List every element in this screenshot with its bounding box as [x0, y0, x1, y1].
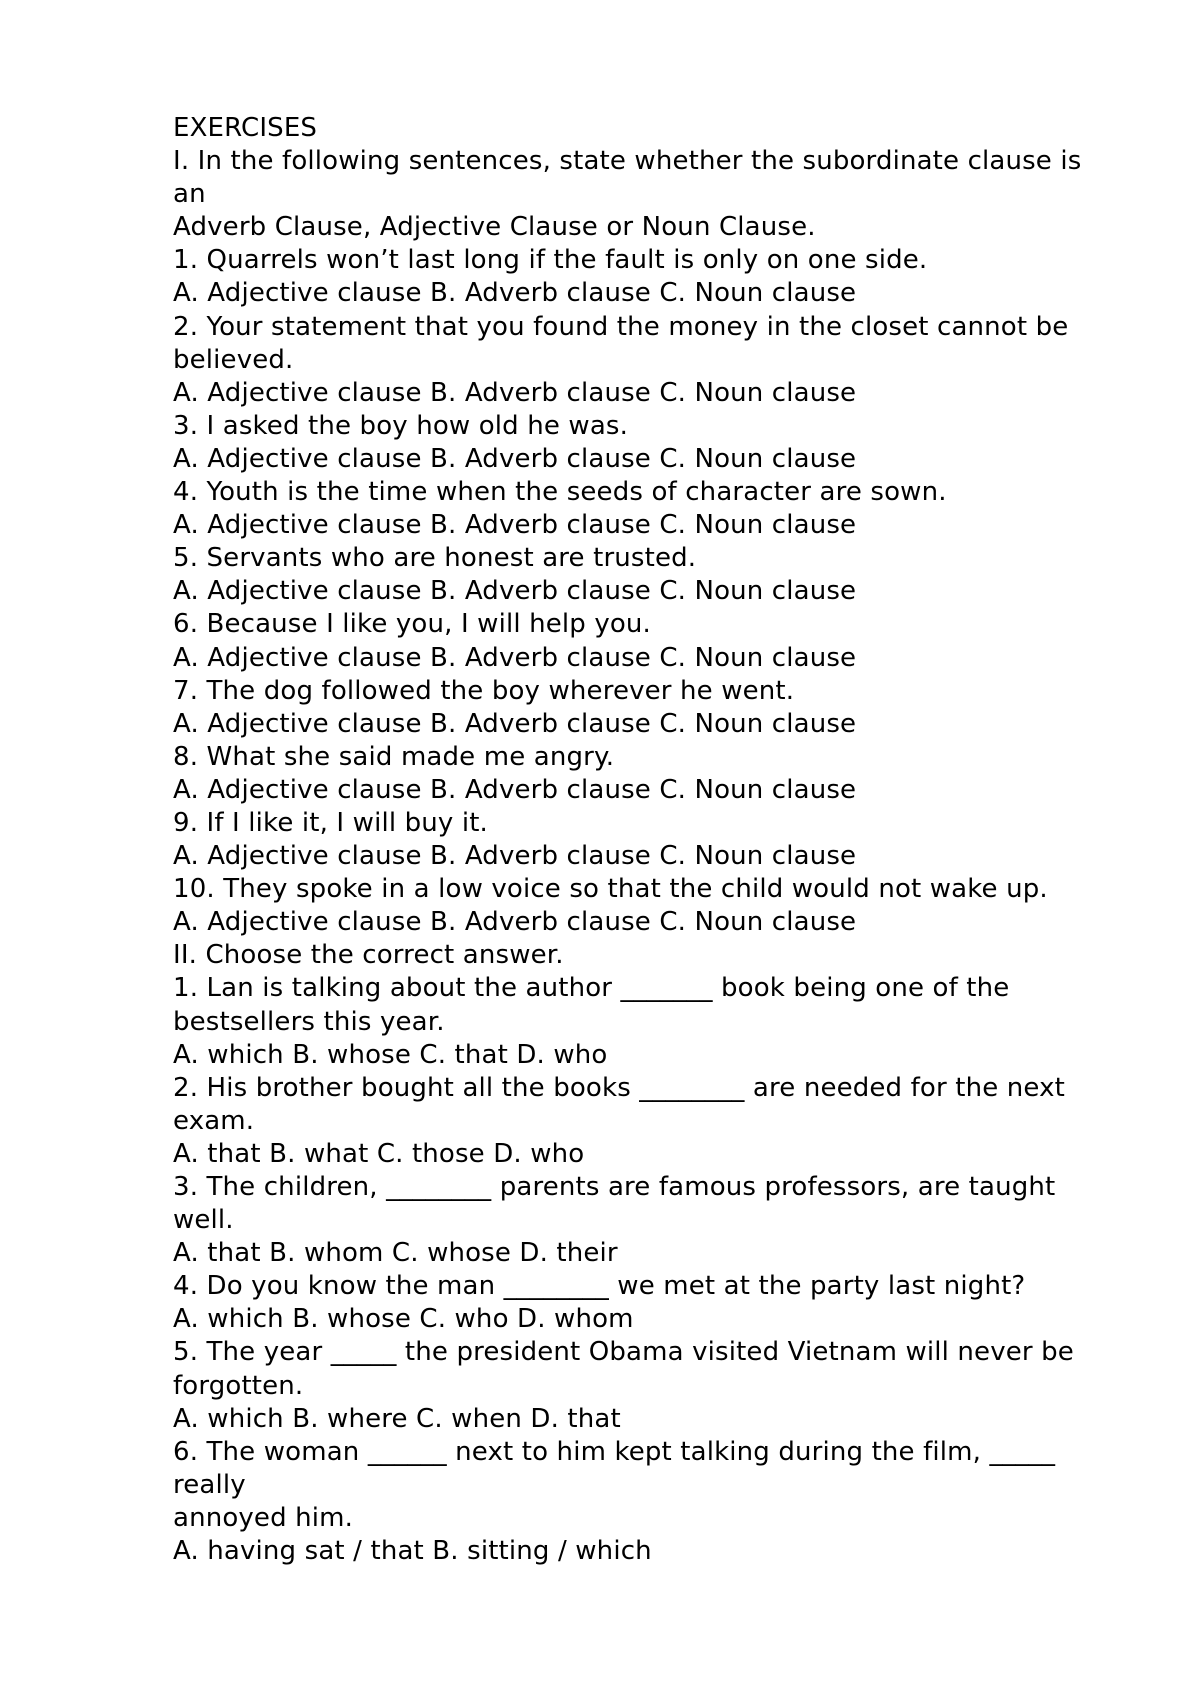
answer-options: A. Adjective clause B. Adverb clause C. Noun clause [173, 907, 857, 938]
question-text: forgotten. [173, 1370, 304, 1401]
section-1-instruction: I. In the following sentences, state whether the subordinate clause is [173, 146, 1082, 177]
question-text: 5. The year _____ the president Obama visited Vietnam will never be [173, 1337, 1074, 1368]
question-text: annoyed him. [173, 1502, 354, 1533]
section-2-instruction: II. Choose the correct answer. [173, 940, 564, 971]
answer-options: A. that B. whom C. whose D. their [173, 1238, 618, 1269]
question-text: 4. Do you know the man ________ we met at the party last night? [173, 1271, 1026, 1302]
question-text: 1. Quarrels won’t last long if the fault is only on one side. [173, 245, 928, 276]
answer-options: A. Adjective clause B. Adverb clause C. Noun clause [173, 774, 857, 805]
exercise-document [173, 112, 1113, 1568]
question-text: 3. I asked the boy how old he was. [173, 410, 629, 441]
section-1-instruction: an [173, 179, 206, 210]
answer-options: A. which B. whose C. who D. whom [173, 1304, 634, 1335]
question-text: 6. Because I like you, I will help you. [173, 609, 651, 640]
section-1-instruction: Adverb Clause, Adjective Clause or Noun Clause. [173, 212, 816, 243]
question-text: 5. Servants who are honest are trusted. [173, 543, 697, 574]
question-text: well. [173, 1205, 234, 1236]
answer-options: A. Adjective clause B. Adverb clause C. Noun clause [173, 377, 857, 408]
question-text: 1. Lan is talking about the author _______ book being one of the [173, 973, 1010, 1004]
question-text: 6. The woman ______ next to him kept talking during the film, _____ [173, 1436, 1056, 1467]
question-text: believed. [173, 344, 294, 375]
answer-options: A. having sat / that B. sitting / which [173, 1536, 652, 1567]
question-text: exam. [173, 1105, 255, 1136]
question-text: 3. The children, ________ parents are famous professors, are taught [173, 1172, 1056, 1202]
answer-options: A. Adjective clause B. Adverb clause C. Noun clause [173, 278, 857, 309]
answer-options: A. which B. where C. when D. that [173, 1403, 621, 1434]
question-text: 10. They spoke in a low voice so that the child would not wake up. [173, 874, 1048, 905]
answer-options: A. Adjective clause B. Adverb clause C. Noun clause [173, 443, 857, 474]
question-text: 2. Your statement that you found the money in the closet cannot be [173, 311, 1069, 342]
question-text: bestsellers this year. [173, 1006, 445, 1037]
answer-options: A. that B. what C. those D. who [173, 1138, 585, 1169]
question-text: 9. If I like it, I will buy it. [173, 807, 488, 838]
answer-options: A. which B. whose C. that D. who [173, 1039, 608, 1070]
heading-exercises: EXERCISES [173, 113, 318, 143]
question-text: 2. His brother bought all the books ________ are needed for the next [173, 1072, 1065, 1103]
answer-options: A. Adjective clause B. Adverb clause C. Noun clause [173, 642, 857, 673]
answer-options: A. Adjective clause B. Adverb clause C. Noun clause [173, 510, 857, 541]
question-text: really [173, 1469, 246, 1500]
question-text: 7. The dog followed the boy wherever he went. [173, 675, 795, 706]
answer-options: A. Adjective clause B. Adverb clause C. Noun clause [173, 841, 857, 872]
answer-options: A. Adjective clause B. Adverb clause C. Noun clause [173, 708, 857, 739]
question-text: 8. What she said made me angry. [173, 741, 615, 772]
question-text: 4. Youth is the time when the seeds of character are sown. [173, 477, 947, 508]
answer-options: A. Adjective clause B. Adverb clause C. Noun clause [173, 576, 857, 607]
